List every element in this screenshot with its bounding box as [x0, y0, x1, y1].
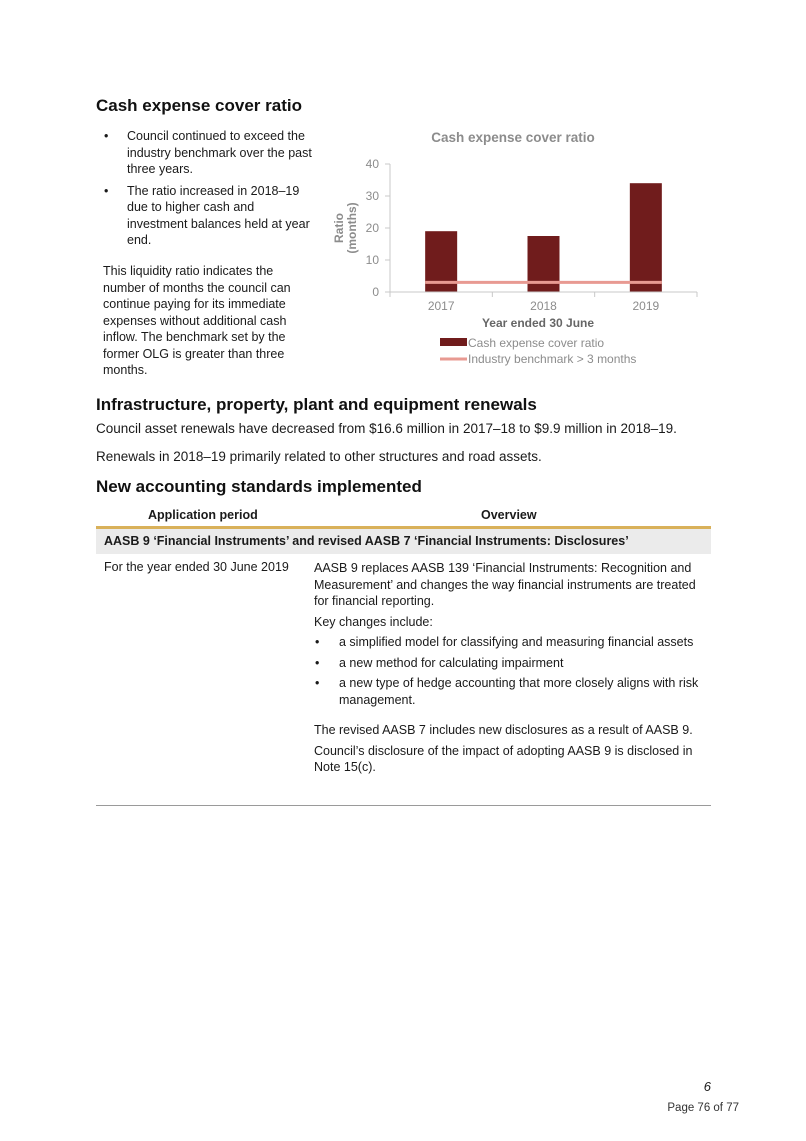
overview-cell	[314, 560, 704, 780]
chart-legend	[440, 336, 636, 366]
standards-table	[96, 502, 711, 806]
bullet-item: • Council continued to exceed the industry benchmark over the past three years.	[102, 128, 312, 178]
list-item: • a new type of hedge accounting that more closely aligns with risk management.	[314, 675, 704, 708]
overview-note: The revised AASB 7 includes new disclosures as a result of AASB 9.	[314, 723, 693, 737]
legend-swatch-bar	[440, 338, 467, 346]
y-axis-label-line: (months)	[345, 202, 359, 254]
y-axis-label	[332, 202, 359, 253]
y-tick-label: 30	[365, 189, 379, 203]
column-header: Overview	[481, 508, 537, 522]
overview-intro: AASB 9 replaces AASB 139 ‘Financial Instruments: Recognition and Measurement’ and changes the way financial instruments are treated for financial reporting.	[314, 561, 696, 608]
section-heading-renewals: Infrastructure, property, plant and equipment renewals	[96, 395, 537, 414]
page-total: Page 76 of 77	[667, 1102, 739, 1114]
legend-label: Industry benchmark > 3 months	[468, 352, 637, 366]
section-heading-cash-expense: Cash expense cover ratio	[96, 96, 302, 115]
column-header: Application period	[148, 508, 258, 522]
table-group-row	[96, 529, 711, 554]
x-axis-label: Year ended 30 June	[481, 316, 595, 330]
y-tick-label: 0	[372, 285, 379, 299]
bar-2019	[630, 183, 662, 292]
changes-list	[314, 634, 704, 708]
renewals-paragraph: Renewals in 2018–19 primarily related to other structures and road assets.	[96, 449, 542, 464]
bullet-item: • The ratio increased in 2018–19 due to higher cash and investment balances held at year end.	[102, 183, 312, 249]
liquidity-paragraph: This liquidity ratio indicates the number of months the council can continue paying for its immediate expenses without additional cash inflow. The benchmark set by the former OLG is greater than three months.	[103, 264, 291, 377]
x-tick-label: 2017	[427, 299, 455, 313]
bullet-list	[102, 128, 312, 254]
cash-expense-chart	[320, 124, 700, 374]
legend-label: Cash expense cover ratio	[468, 336, 605, 350]
key-changes-label: Key changes include:	[314, 614, 433, 629]
table-row	[96, 554, 711, 806]
x-tick-label: 2018	[530, 299, 557, 313]
y-tick-label: 10	[365, 253, 379, 267]
y-axis-label-line: Ratio	[332, 213, 346, 243]
section-heading-accounting-standards: New accounting standards implemented	[96, 477, 422, 496]
renewals-paragraph: Council asset renewals have decreased from $16.6 million in 2017–18 to $9.9 million in 2018–19.	[96, 421, 677, 436]
table-header	[96, 502, 711, 529]
list-item: • a simplified model for classifying and measuring financial assets	[314, 634, 704, 651]
y-tick-label: 40	[365, 157, 379, 171]
group-title: AASB 9 ‘Financial Instruments’ and revised AASB 7 ‘Financial Instruments: Disclosures’	[104, 534, 629, 548]
y-tick-label: 20	[365, 221, 379, 235]
page-number: 6	[703, 1079, 711, 1094]
overview-note: Council’s disclosure of the impact of adopting AASB 9 is disclosed in Note 15(c).	[314, 743, 693, 774]
chart-title: Cash expense cover ratio	[431, 130, 595, 145]
x-tick-label: 2019	[632, 299, 660, 313]
list-item: • a new method for calculating impairment	[314, 655, 704, 672]
application-period-cell: For the year ended 30 June 2019	[104, 560, 289, 574]
